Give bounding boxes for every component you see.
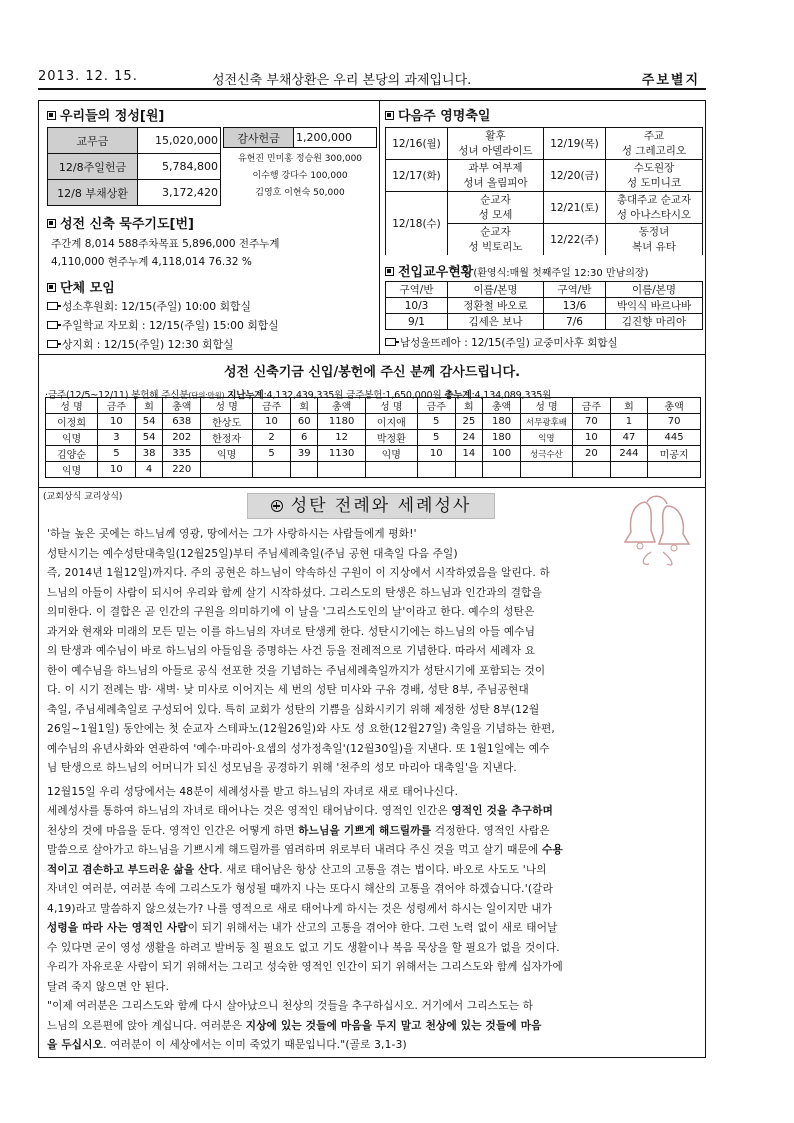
table-cell: 24 xyxy=(455,430,483,446)
feast-name: 순교자 xyxy=(480,225,511,238)
feast-date: 12/20(금) xyxy=(544,160,606,192)
table-cell: 2 xyxy=(253,430,291,446)
column-header: 성 명 xyxy=(201,398,253,414)
rosary-title: 성전 신축 묵주기도[번] xyxy=(60,217,194,232)
column-header: 성 명 xyxy=(520,398,572,414)
article-line: 예수님의 유년사화와 연관하여 '예수·마리아·요셉의 성가정축일'(12월30일)을 지낸다. 또 1월1일에는 예수 xyxy=(47,742,550,755)
column-header: 회 xyxy=(610,398,647,414)
offering-value: 3,172,420 xyxy=(138,180,221,206)
table-cell: 244 xyxy=(610,446,647,462)
table-cell: 638 xyxy=(163,414,201,430)
article-line: 다. 이 시기 전례는 밤· 새벽· 낮 미사로 이어지는 세 번의 성탄 미사와 구유 경배, 성탄 8부, 주님공현대 xyxy=(47,684,529,696)
feast-title: 다음주 영명축일 xyxy=(398,109,491,124)
table-cell: 박정환 xyxy=(365,430,417,446)
bulletin-date: 2013. 12. 15. xyxy=(38,69,138,84)
table-cell: 성극수산 xyxy=(520,446,572,462)
feast-date: 12/17(화) xyxy=(386,160,448,192)
feast-date: 12/22(주) xyxy=(544,224,606,256)
article-line: 성탄시기는 예수성탄대축일(12월25일)부터 주님세례축일(주님 공현 대축일 다음 주일) xyxy=(47,547,458,560)
article-line: 즉, 2014년 1월12일)까지다. 주의 공현은 하느님이 약속하신 구원이 이 지상에서 시작하였음을 알린다. 하 xyxy=(47,567,550,579)
article-title-box xyxy=(247,493,495,519)
column-header: 금주 xyxy=(417,398,455,414)
donor-line: 이수행 강다수 100,000 xyxy=(252,171,348,182)
donor-line: 유현진 민미홍 정승원 300,000 xyxy=(237,154,363,165)
table-cell: 10 xyxy=(253,414,291,430)
checkbox-icon xyxy=(385,111,394,120)
article-tag: (교회상식 교리상식) xyxy=(43,492,123,502)
thanks-label: 감사헌금 xyxy=(224,128,294,148)
article-line: 과거와 현재와 미래의 모든 믿는 이를 하느님의 자녀로 탄생케 한다. 성탄시기에는 하느님의 아들 예수님 xyxy=(47,625,536,638)
table-cell: 12 xyxy=(318,430,365,446)
feast-table xyxy=(385,127,703,255)
feast-name: 활후 xyxy=(485,129,506,142)
table-cell: 이정희 xyxy=(46,414,98,430)
newcomers-subtitle: (환영식:매월 첫째주일 12:30 만남의장) xyxy=(473,268,649,279)
table-cell xyxy=(201,462,253,478)
column-header: 회 xyxy=(290,398,318,414)
table-cell: 39 xyxy=(290,446,318,462)
offering-label: 교무금 xyxy=(48,128,138,154)
table-cell: 4 xyxy=(135,462,163,478)
column-header: 이름/본명 xyxy=(606,282,703,298)
table-cell: 54 xyxy=(135,414,163,430)
table-cell xyxy=(483,462,521,478)
table-cell: 70 xyxy=(572,414,610,430)
article-line: 을 두십시오. 여러분이 이 세상에서는 이미 죽었기 때문입니다."(골로 3,1-3) xyxy=(47,1039,407,1051)
article-line: 의미한다. 이 결합은 곧 인간의 구원을 의미하기에 이 날을 '그리스도인의 날'이라고 한다. 예수의 성탄은 xyxy=(47,606,535,618)
column-divider xyxy=(379,101,380,354)
column-header: 금주 xyxy=(253,398,291,414)
table-cell: 47 xyxy=(610,430,647,446)
table-cell: 익명 xyxy=(46,462,98,478)
offering-section xyxy=(47,105,377,213)
table-cell: 1 xyxy=(610,414,647,430)
page-frame xyxy=(38,100,706,1058)
table-cell: 25 xyxy=(455,414,483,430)
table-cell: 10 xyxy=(417,446,455,462)
column-header: 회 xyxy=(455,398,483,414)
column-header: 이름/본명 xyxy=(448,282,544,298)
table-cell xyxy=(318,462,365,478)
table-cell: 익명 xyxy=(520,430,572,446)
meeting-item: 성소후원회: 12/15(주일) 10:00 회합실 xyxy=(47,299,377,314)
feast-name: 총대주교 순교자 xyxy=(616,193,692,206)
table-cell: 14 xyxy=(455,446,483,462)
pointing-hand-icon xyxy=(47,302,58,310)
table-cell: 10/3 xyxy=(386,298,448,314)
column-header: 총액 xyxy=(163,398,201,414)
feast-name: 순교자 xyxy=(480,193,511,206)
section-divider xyxy=(39,354,705,355)
table-cell: 180 xyxy=(483,430,521,446)
table-cell: 220 xyxy=(163,462,201,478)
table-cell: 한정자 xyxy=(201,430,253,446)
article-line: 4,19)라고 말씀하지 않으셨는가? 나를 영적으로 새로 태어나게 하시는 것은 성령께서 하시는 일이지만 내가 xyxy=(47,902,553,915)
donation-summary: ·금주(12/5~12/11) 봉헌해 주신분(단위:만원) 지난누계:4,132,439,335원 금주봉헌:1,650,000원 총누계:4,134,089,335원 xyxy=(45,390,552,401)
column-header: 금주 xyxy=(98,398,136,414)
article-line: 우리가 자유로운 사람이 되기 위해서는 그리고 성숙한 영적인 인간이 되기 위해서는 그리스도와 함께 십자가에 xyxy=(47,961,563,973)
bulletin-title: 주보별지 xyxy=(641,73,700,88)
newcomers-note: 남성울뜨레아 : 12/15(주일) 교중미사후 회합실 xyxy=(385,335,618,350)
table-cell: 김진향 마리아 xyxy=(606,314,703,330)
donor-line: 김영호 이현숙 50,000 xyxy=(255,188,345,199)
table-cell xyxy=(572,462,610,478)
table-cell: 445 xyxy=(648,430,701,446)
table-cell: 10 xyxy=(98,414,136,430)
table-cell xyxy=(253,462,291,478)
article-line: 축일, 주님세례축일로 구성되어 있다. 특히 교회가 성탄의 기쁨을 심화시키기 위해 제정한 성탄 8부(12월 xyxy=(47,703,540,716)
feast-name: 성 모세 xyxy=(478,208,513,221)
column-header: 회 xyxy=(135,398,163,414)
pointing-hand-icon xyxy=(47,321,58,329)
meetings-section xyxy=(47,277,377,353)
table-cell: 60 xyxy=(290,414,318,430)
article-section xyxy=(39,488,705,1057)
offering-table xyxy=(47,127,221,206)
table-cell: 10 xyxy=(572,430,610,446)
checkbox-icon xyxy=(47,111,56,120)
table-cell: 이지애 xyxy=(365,414,417,430)
article-line: 12월15일 우리 성당에서는 48분이 세례성사를 받고 하느님의 자녀로 새로 태어나신다. xyxy=(47,785,459,798)
table-cell xyxy=(648,462,701,478)
table-cell: 7/6 xyxy=(544,314,606,330)
feast-name: 주교 xyxy=(643,129,665,142)
thanks-offering-table xyxy=(223,127,377,206)
table-cell: 김양순 xyxy=(46,446,98,462)
article-line: 적이고 겸손하고 부드러운 삶을 산다. 새로 태어남은 항상 산고의 고통을 겪는 법이다. 바오로 사도도 '나의 xyxy=(47,863,547,876)
offering-title: 우리들의 정성[원] xyxy=(60,109,165,124)
article-line: 수 있다면 굳이 영성 생활을 하려고 발버둥 칠 필요도 없고 기도 생활이나 복음 묵상을 할 필요가 없을 것이다. xyxy=(47,941,560,954)
column-header: 구역/반 xyxy=(386,282,448,298)
feast-name: 성 그레고리오 xyxy=(621,144,687,157)
table-cell: 20 xyxy=(572,446,610,462)
column-header: 총액 xyxy=(318,398,365,414)
table-cell: 9/1 xyxy=(386,314,448,330)
table-cell: 6 xyxy=(290,430,318,446)
table-cell: 정환철 바오로 xyxy=(448,298,544,314)
table-cell xyxy=(455,462,483,478)
meeting-item: 상지회 : 12/15(주일) 12:30 회합실 xyxy=(47,337,377,352)
feast-date: 12/18(수) xyxy=(386,192,448,256)
table-cell: 5 xyxy=(253,446,291,462)
table-cell xyxy=(520,462,572,478)
feast-name: 동정녀 xyxy=(638,225,670,238)
checkbox-icon xyxy=(385,267,394,276)
offering-value: 15,020,000 xyxy=(138,128,221,154)
feast-name: 수도원장 xyxy=(633,161,675,174)
table-cell: 54 xyxy=(135,430,163,446)
feast-name: 성녀 아델라이드 xyxy=(458,144,533,157)
donation-title: 성전 신축기금 신입/봉헌에 주신 분께 감사드립니다. xyxy=(223,365,521,380)
feast-date: 12/16(월) xyxy=(386,128,448,160)
table-cell: 익명 xyxy=(365,446,417,462)
cross-icon xyxy=(271,500,283,512)
article-line: 느님의 아들이 사람이 되시어 우리와 함께 살기 시작하셨다. 그리스도의 탄생은 하느님과 인간과의 결합을 xyxy=(47,586,543,599)
article-line: 자녀인 여러분, 여러분 속에 그리스도가 형성될 때까지 나는 또다시 해산의 고통을 겪어야 하겠습니다.'(갈라 xyxy=(47,883,554,895)
table-cell: 서무광후배 xyxy=(520,414,572,430)
table-cell: 70 xyxy=(648,414,701,430)
table-cell: 180 xyxy=(483,414,521,430)
newcomers-section xyxy=(385,261,703,353)
thanks-value: 1,200,000 xyxy=(294,128,377,148)
column-header: 금주 xyxy=(572,398,610,414)
table-cell: 202 xyxy=(163,430,201,446)
article-line: 의 탄생과 예수님이 바로 하느님의 아들임을 증명하는 사건 등을 전례적으로 기념한다. 따라서 세례자 요 xyxy=(47,645,536,657)
table-cell xyxy=(610,462,647,478)
checkbox-icon xyxy=(47,283,56,292)
article-line: 님 탄생으로 하느님의 어머니가 되신 성모님을 공경하기 위해 '천주의 성모 마리아 대축일'을 지낸다. xyxy=(47,762,517,774)
table-cell: 335 xyxy=(163,446,201,462)
table-cell: 익명 xyxy=(46,430,98,446)
article-line: 달려 죽지 않으면 안 된다. xyxy=(47,980,170,993)
pointing-hand-icon xyxy=(47,340,58,348)
table-cell: 13/6 xyxy=(544,298,606,314)
meeting-item: 주일학교 자모회 : 12/15(주일) 15:00 회합실 xyxy=(47,318,377,333)
meetings-title: 단체 모임 xyxy=(60,281,115,296)
table-cell xyxy=(290,462,318,478)
article-line: 26일~1월1일) 동안에는 첫 순교자 스테파노(12월26일)와 사도 성 요한(12월27일) 축일을 기념하는 한편, xyxy=(47,723,556,735)
article-line: 세례성사를 통하여 하느님의 자녀로 태어나는 것은 영적인 태어남이다. 영적인 인간은 영적인 것을 추구하며 xyxy=(47,805,554,817)
feast-section xyxy=(385,105,703,255)
article-line: 느님의 오른편에 앉아 계십니다. 여러분은 지상에 있는 것들에 마음을 두지 말고 천상에 있는 것들에 마음 xyxy=(47,1019,542,1032)
rosary-section xyxy=(47,213,377,275)
table-cell: 100 xyxy=(483,446,521,462)
table-cell: 한상도 xyxy=(201,414,253,430)
feast-name: 성녀 올림피아 xyxy=(463,176,528,189)
checkbox-icon xyxy=(47,219,56,228)
table-cell: 박익식 바르나바 xyxy=(606,298,703,314)
article-body xyxy=(47,525,697,1056)
column-header: 성 명 xyxy=(365,398,417,414)
column-header: 총액 xyxy=(648,398,701,414)
feast-name: 성 도미니코 xyxy=(626,176,682,189)
article-title: 성탄 전례와 세례성사 xyxy=(290,496,472,516)
article-line: 천상의 것에 마음을 둔다. 영적인 인간은 어떻게 하면 하느님을 기쁘게 해드릴까를 걱정한다. 영적인 사람은 xyxy=(47,824,550,837)
table-cell: 1180 xyxy=(318,414,365,430)
column-header: 총액 xyxy=(483,398,521,414)
table-cell: 5 xyxy=(98,446,136,462)
article-line: "이제 여러분은 그리스도와 함께 다시 살아났으니 천상의 것들을 추구하십시오. 거기에서 그리스도는 하 xyxy=(47,1000,534,1012)
feast-name: 성 빅토리노 xyxy=(468,240,523,253)
table-cell: 3 xyxy=(98,430,136,446)
table-cell: 5 xyxy=(417,430,455,446)
table-cell xyxy=(365,462,417,478)
column-header: 구역/반 xyxy=(544,282,606,298)
rosary-line: 주간계 8,014 588주차목표 5,896,000 전주누계 xyxy=(51,238,280,250)
table-cell xyxy=(417,462,455,478)
table-cell: 10 xyxy=(98,462,136,478)
table-cell: 익명 xyxy=(201,446,253,462)
feast-date: 12/21(토) xyxy=(544,192,606,224)
offering-label: 12/8주일헌금 xyxy=(48,154,138,180)
parish-motto: 성전신축 부채상환은 우리 본당의 과제입니다. xyxy=(212,73,472,88)
feast-name: 과부 여부제 xyxy=(468,161,523,174)
page-header xyxy=(38,64,706,90)
feast-name: 성 아나스타시오 xyxy=(616,208,692,221)
feast-name: 복녀 유타 xyxy=(632,240,676,253)
pointing-hand-icon xyxy=(385,338,396,346)
article-line: 말씀으로 살아가고 하느님을 기쁘시게 해드릴까를 염려하며 위로부터 내려다 주신 것을 먹고 살기 때문에 수용 xyxy=(47,844,563,856)
table-cell: 미공지 xyxy=(648,446,701,462)
table-cell: 김세은 보나 xyxy=(448,314,544,330)
offering-value: 5,784,800 xyxy=(138,154,221,180)
newcomers-table xyxy=(385,281,703,330)
offering-label: 12/8 부채상환 xyxy=(48,180,138,206)
newcomers-title: 전입교우현황 xyxy=(398,265,474,280)
donation-section xyxy=(39,357,705,487)
feast-date: 12/19(목) xyxy=(544,128,606,160)
article-line: '하늘 높은 곳에는 하느님께 영광, 땅에서는 그가 사랑하시는 사람들에게 평화!' xyxy=(47,528,417,540)
table-cell: 1130 xyxy=(318,446,365,462)
donation-table xyxy=(45,397,701,478)
article-line: 한이 예수님을 하느님의 아들로 공식 선포한 것을 기념하는 주님세례축일까지가 성탄시기에 포함되는 것이 xyxy=(47,664,546,677)
article-line: 성령을 따라 사는 영적인 사람이 되기 위해서는 내가 산고의 고통을 겪어야 한다. 그런 노력 없이 새로 태어날 xyxy=(47,922,558,934)
table-cell: 38 xyxy=(135,446,163,462)
rosary-line: 4,110,000 현주누계 4,118,014 76.32 % xyxy=(51,256,252,268)
column-header: 성 명 xyxy=(46,398,98,414)
table-cell: 5 xyxy=(417,414,455,430)
article-paragraph xyxy=(47,525,697,779)
